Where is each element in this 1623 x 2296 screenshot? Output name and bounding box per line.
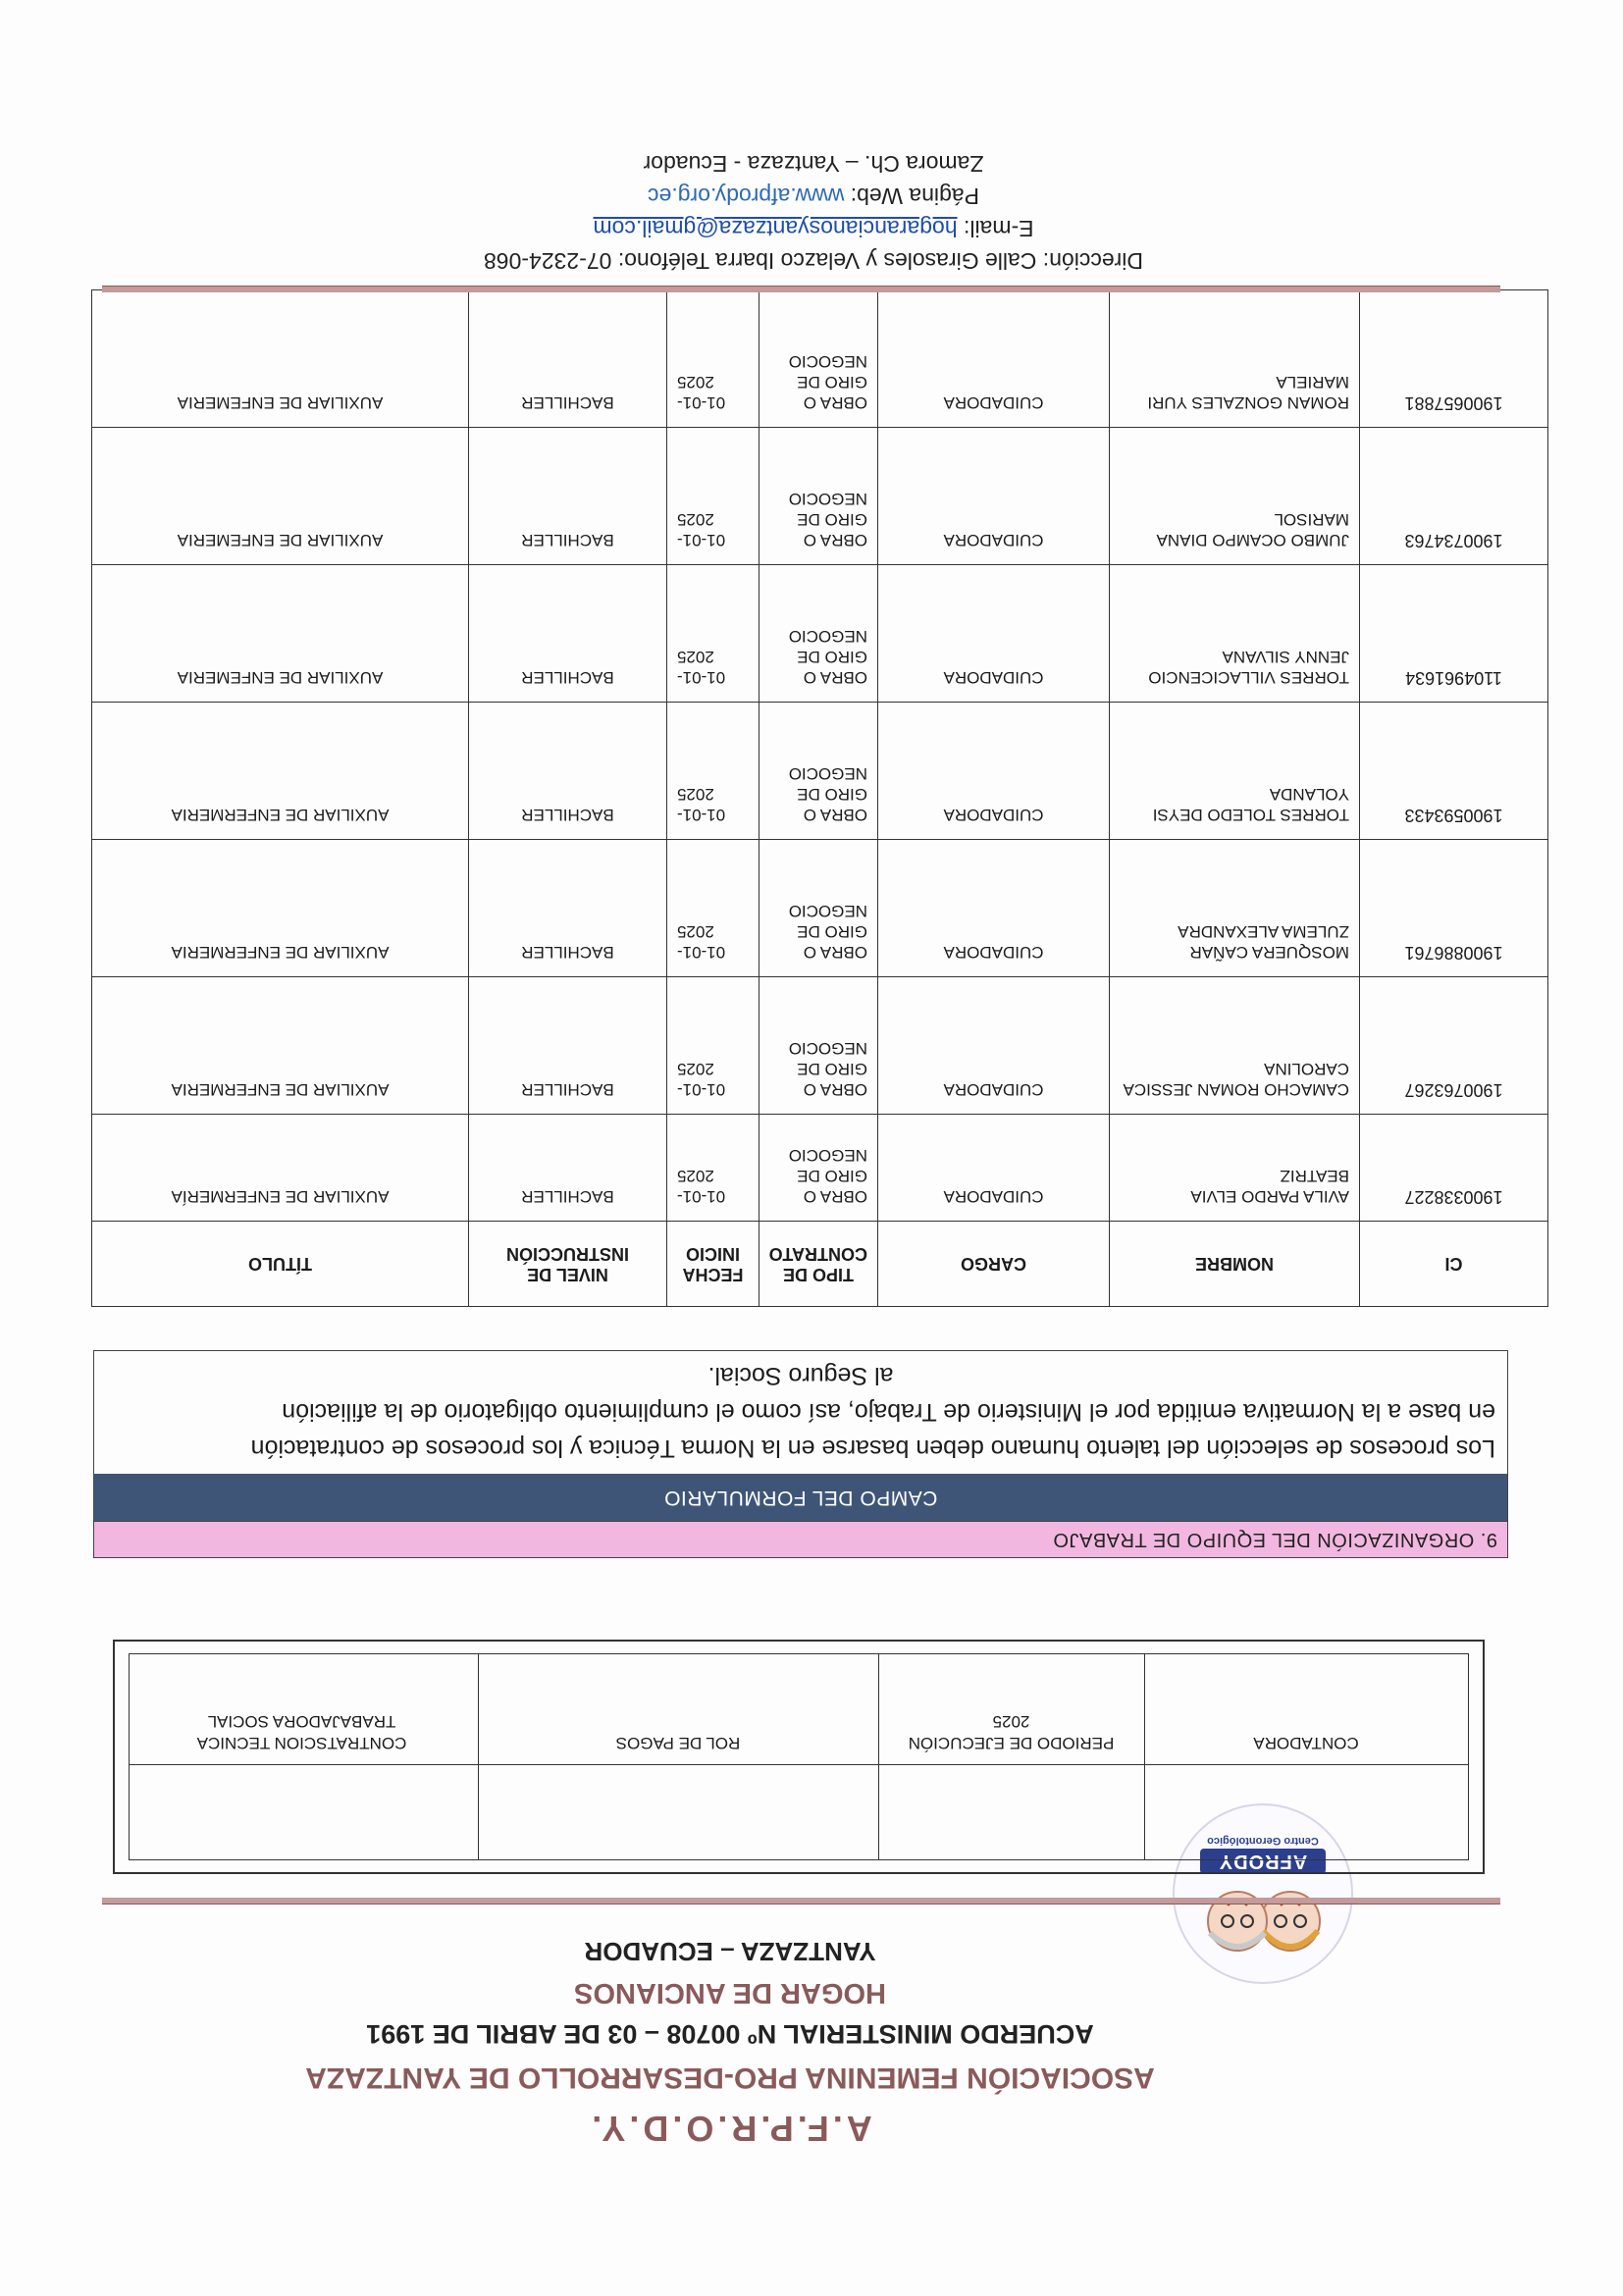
signature-label xyxy=(126,1710,478,1753)
cell-titulo: AUXILIAR DE ENFEMERIA xyxy=(92,565,469,703)
cell-ci: 1900886761 xyxy=(1360,840,1548,977)
cell-nivel: BACHILLER xyxy=(469,840,667,977)
letterhead xyxy=(190,1936,1270,2149)
cell-ci: 1104961634 xyxy=(1360,565,1548,703)
signature-col xyxy=(878,1654,1144,1859)
org-acronym: A.F.P.R.O.D.Y. xyxy=(588,2109,872,2149)
cell-tipo: OBRA O GIRO DE NEGOCIO xyxy=(759,1115,878,1222)
signature-label xyxy=(1144,1732,1468,1753)
footer-email-label: E-mail: xyxy=(957,216,1034,241)
cell-ci: 1900338227 xyxy=(1360,1115,1548,1222)
signature-col xyxy=(478,1654,878,1859)
footer-email-line xyxy=(396,212,1230,244)
table-row xyxy=(92,703,1548,840)
cell-nombre: MOSQUERA CAÑAR ZULEMA ALEXANDRA xyxy=(1110,840,1360,977)
footer-email-link[interactable]: hogarancianosyantzaza@gmail.com xyxy=(593,216,958,241)
cell-tipo: OBRA O GIRO DE NEGOCIO xyxy=(759,703,878,840)
cell-nombre: JUMBO OCAMPO DIANA MARISOL xyxy=(1110,428,1360,565)
cell-fecha: 01-01-2025 xyxy=(667,840,759,977)
header-nombre: NOMBRE xyxy=(1110,1222,1360,1307)
footer xyxy=(396,147,1230,277)
footer-web-label: Página Web: xyxy=(844,183,979,209)
cell-ci: 1900734763 xyxy=(1360,428,1548,565)
header-cargo: CARGO xyxy=(878,1222,1110,1307)
footer-web-link[interactable]: www.afprody.org.ec xyxy=(648,183,845,209)
org-home: HOGAR DE ANCIANOS xyxy=(574,1977,886,2009)
section-title: 9. ORGANIZACIÓN DEL EQUIPO DE TRABAJO xyxy=(94,1521,1507,1557)
cell-titulo: AUXILIAR DE ENFERMERÍA xyxy=(92,1115,469,1222)
signature-label xyxy=(478,1732,878,1753)
cell-titulo: AUXILIAR DE ENFERMERIA xyxy=(92,977,469,1115)
signature-label-line: 2025 xyxy=(992,1712,1030,1731)
cell-cargo: CUIDADORA xyxy=(878,703,1110,840)
cell-nivel: BACHILLER xyxy=(469,977,667,1115)
section-paragraph xyxy=(94,1351,1507,1474)
cell-nombre: AVILA PARDO ELVIA BEATRIZ xyxy=(1110,1115,1360,1222)
cell-fecha: 01-01-2025 xyxy=(667,565,759,703)
cell-fecha: 01-01-2025 xyxy=(667,703,759,840)
table-row xyxy=(92,565,1548,703)
logo-text: AFRODY xyxy=(1200,1849,1326,1874)
cell-fecha: 01-01-2025 xyxy=(667,977,759,1115)
cell-cargo: CUIDADORA xyxy=(878,977,1110,1115)
cell-nombre: TORRES TOLEDO DEYSI YOLANDA xyxy=(1110,703,1360,840)
cell-ci: 1900657881 xyxy=(1360,290,1548,428)
cell-titulo: AUXILIAR DE ENFEMERIA xyxy=(92,428,469,565)
cell-tipo: OBRA O GIRO DE NEGOCIO xyxy=(759,290,878,428)
cell-cargo: CUIDADORA xyxy=(878,1115,1110,1222)
signature-line xyxy=(130,1764,1468,1765)
cell-tipo: OBRA O GIRO DE NEGOCIO xyxy=(759,977,878,1115)
signature-table xyxy=(113,1640,1485,1874)
paragraph-line: en base a la Normativa emitida por el Ministerio de Trabajo, así como el cumplimiento obligatorio de la afiliación xyxy=(282,1398,1495,1426)
table-row xyxy=(92,840,1548,977)
cell-tipo: OBRA O GIRO DE NEGOCIO xyxy=(759,428,878,565)
cell-nivel: BACHILLER xyxy=(469,565,667,703)
signature-label-line: CONTRATSCION TECNICA xyxy=(196,1734,407,1752)
org-city: YANTZAZA – ECUADOR xyxy=(584,1937,876,1966)
header-rule xyxy=(102,1898,1500,1905)
section-9 xyxy=(93,1350,1508,1558)
footer-address: Dirección: Calle Girasoles y Velazco Ibarra Teléfono: 07-2324-068 xyxy=(483,248,1144,274)
cell-fecha: 01-01-2025 xyxy=(667,1115,759,1222)
cell-titulo: AUXILIAR DE ENFERMERIA xyxy=(92,703,469,840)
table-row xyxy=(92,290,1548,428)
signature-label-line: PERIODO DE EJECUCIÓN xyxy=(908,1734,1115,1752)
cell-ci: 1900763267 xyxy=(1360,977,1548,1115)
cell-fecha: 01-01-2025 xyxy=(667,428,759,565)
cell-fecha: 01-01-2025 xyxy=(667,290,759,428)
paragraph-line: Los procesos de selección del talento humano deben basarse en la Norma Técnica y los procesos de contratación xyxy=(250,1435,1495,1462)
cell-nombre: TORRES VILLACICENCIO JENNY SILVANA xyxy=(1110,565,1360,703)
table-row xyxy=(92,977,1548,1115)
cell-tipo: OBRA O GIRO DE NEGOCIO xyxy=(759,565,878,703)
logo-subtext: Centro Gerontológico xyxy=(1207,1835,1319,1847)
cell-nivel: BACHILLER xyxy=(469,1115,667,1222)
cell-cargo: CUIDADORA xyxy=(878,840,1110,977)
cell-nombre: CAMACHO ROMAN JESSICA CAROLINA xyxy=(1110,977,1360,1115)
cell-cargo: CUIDADORA xyxy=(878,428,1110,565)
signature-grid xyxy=(129,1653,1469,1860)
org-agreement: ACUERDO MINISTERIAL Nº 00708 – 03 DE ABRIL DE 1991 xyxy=(366,2019,1094,2049)
cell-nivel: BACHILLER xyxy=(469,428,667,565)
table-row xyxy=(92,1115,1548,1222)
footer-location: Zamora Ch. – Yantzaza - Ecuador xyxy=(643,151,984,177)
table-header-row xyxy=(92,1222,1548,1307)
org-association: ASOCIACIÓN FEMENINA PRO-DESARROLLO DE YANTZAZA xyxy=(305,2061,1155,2094)
header-nivel-instruccion: NIVEL DE INSTRUCCIÓN xyxy=(469,1222,667,1307)
header-titulo: TÍTULO xyxy=(92,1222,469,1307)
cell-nivel: BACHILLER xyxy=(469,290,667,428)
cell-cargo: CUIDADORA xyxy=(878,565,1110,703)
cell-nombre: ROMAN GONZALES YURI MARIELA xyxy=(1110,290,1360,428)
cell-tipo: OBRA O GIRO DE NEGOCIO xyxy=(759,840,878,977)
header-tipo-contrato: TIPO DE CONTRATO xyxy=(759,1222,878,1307)
paragraph-line: al Seguro Social. xyxy=(707,1362,894,1389)
signature-label xyxy=(878,1710,1144,1753)
signature-label-line: ROL DE PAGOS xyxy=(615,1734,741,1752)
header-fecha-inicio: FECHA INICIO xyxy=(667,1222,759,1307)
footer-web-line xyxy=(396,180,1230,212)
cell-nivel: BACHILLER xyxy=(469,703,667,840)
cell-titulo: AUXILIAR DE ENFEMERIA xyxy=(92,290,469,428)
staff-table xyxy=(91,289,1548,1307)
cell-cargo: CUIDADORA xyxy=(878,290,1110,428)
cell-ci: 1900593433 xyxy=(1360,703,1548,840)
form-field-band: CAMPO DEL FORMULARIO xyxy=(94,1474,1507,1521)
cell-titulo: AUXILIAR DE ENFERMERIA xyxy=(92,840,469,977)
table-row xyxy=(92,428,1548,565)
footer-rule xyxy=(102,286,1500,292)
header-ci: CI xyxy=(1360,1222,1548,1307)
signature-label-line: CONTADORA xyxy=(1253,1734,1359,1752)
signature-col xyxy=(1144,1654,1468,1859)
signature-label-line: TRABAJADORA SOCIAL xyxy=(207,1712,396,1731)
